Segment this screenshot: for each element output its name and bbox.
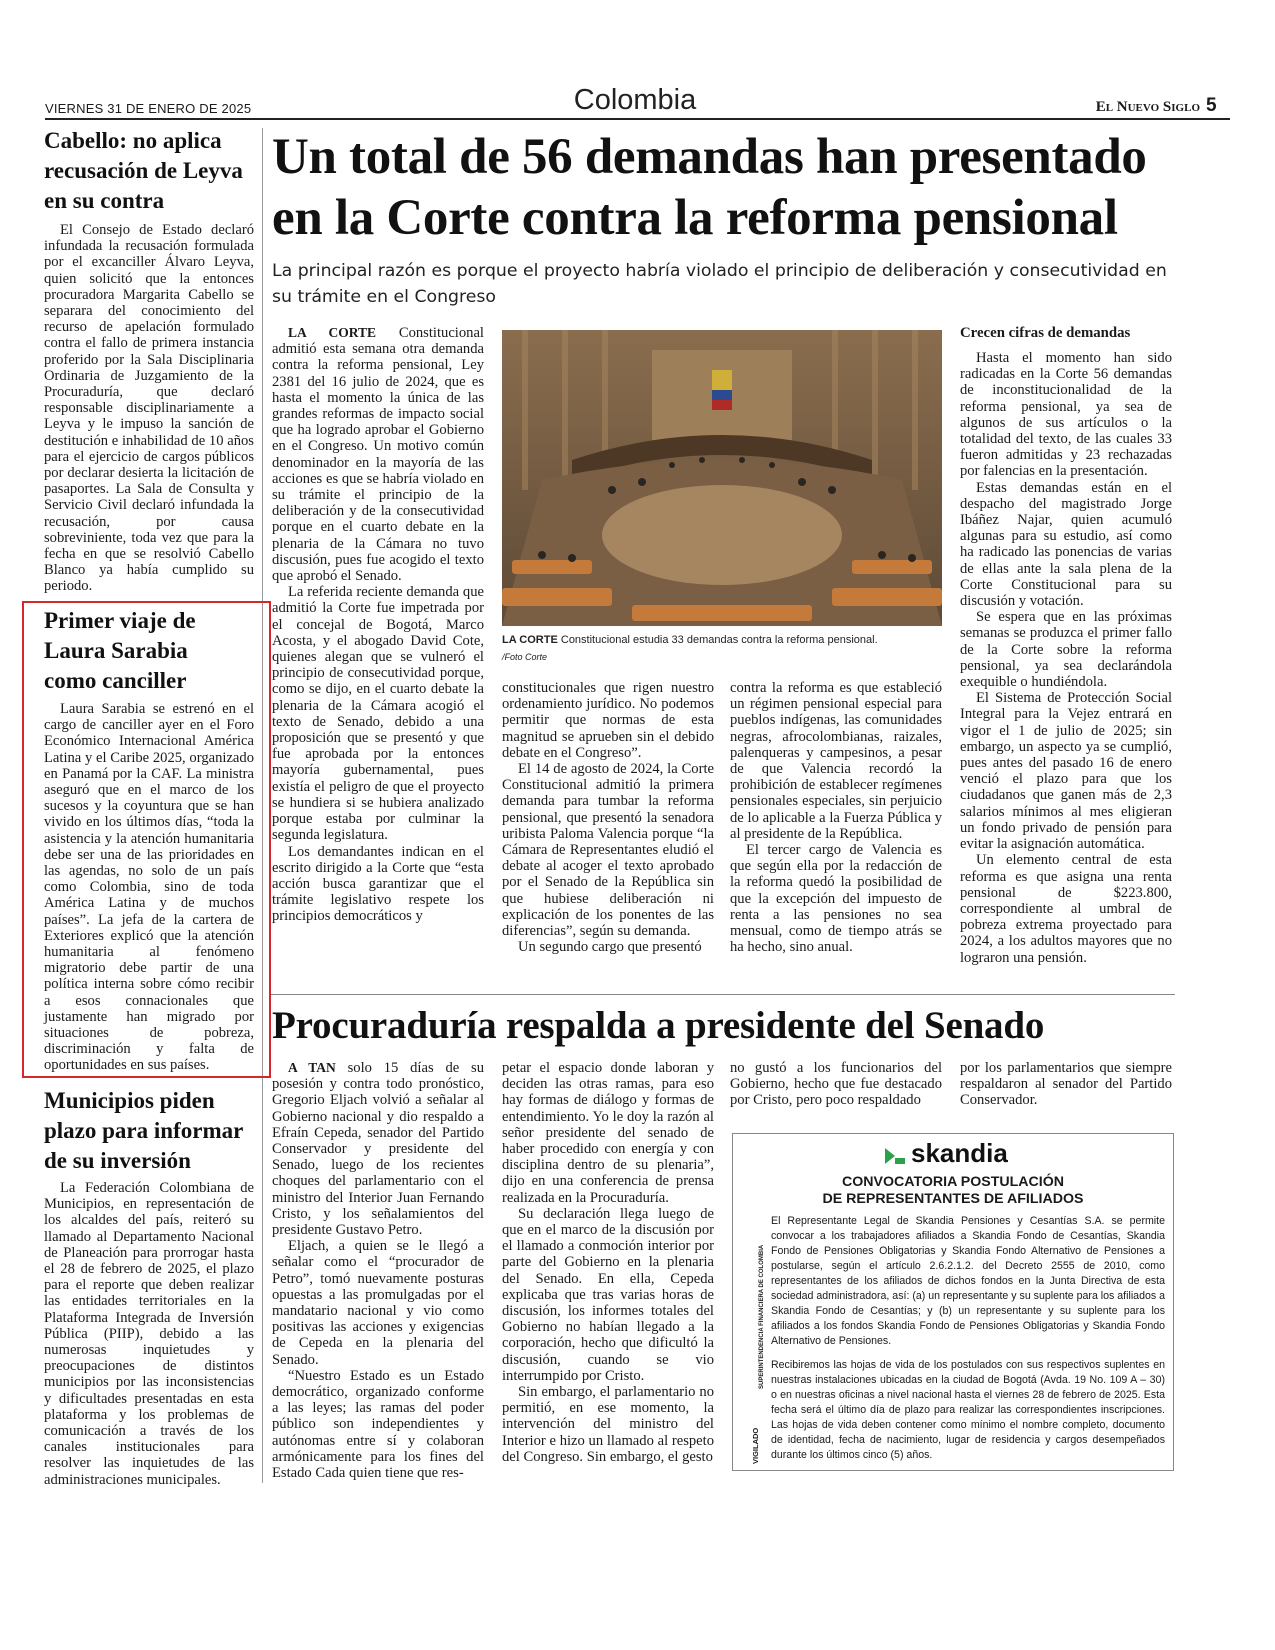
main-col4-p5: Un elemento central de esta reforma es que asigna una renta pensional de $223.800, correspondiente al umbral de pobreza extrema proyectado para 2024, a los adultos mayores que no lograron una pensión. [960, 852, 1172, 966]
sidebar-story2-title: Primer viaje de Laura Sarabia como canciller [44, 608, 196, 693]
photo-caption-text: Constitucional estudia 33 demandas contra la reforma pensional. [560, 634, 878, 646]
main-col2-p2: El 14 de agosto de 2024, la Corte Constitucional admitió la primera demanda para tumbar la reforma pensional, que presentó la senadora uribista Paloma Valencia porque “la Cámara de Representantes eludió el debate al acoger el texto aprobado por el Senado de la República sin que hubiese deliberación ni explicación de los ponentes de las diferencias”, según su demanda. [502, 761, 714, 940]
main-subheadline: La principal razón es porque el proyecto habría violado el principio de deliberación y consecutividad en su trámite en el Congreso [272, 261, 1167, 307]
header-rule [45, 118, 1230, 120]
second-col4-p1: por los parlamentarios que siempre respaldaron al senador del Partido Conservador. [960, 1060, 1172, 1109]
second-col3-p1: no gustó a los funcionarios del Gobierno, hecho que fue destacado por Cristo, pero poco respaldado [730, 1060, 942, 1109]
second-lead-word: A TAN [288, 1060, 336, 1075]
section-title: Colombia [573, 84, 697, 116]
col4-subheading: Crecen cifras de demandas [960, 325, 1131, 341]
main-col2-p3: Un segundo cargo que presentó [518, 939, 702, 956]
photo-credit: /Foto Corte [502, 652, 548, 662]
court-photo [502, 330, 942, 626]
second-headline: Procuraduría respalda a presidente del Senado [272, 1004, 1045, 1047]
second-col2-p3: Sin embargo, el parlamentario no permitió, en ese momento, la intervención del ministro del Interior e hizo un llamado al respeto del Congreso. Sin embargo, el gesto [502, 1384, 714, 1465]
ad-title-line2: DE REPRESENTANTES DE AFILIADOS [822, 1191, 1084, 1207]
photo-caption-lead: LA CORTE [502, 634, 558, 646]
header-date: VIERNES 31 DE ENERO DE 2025 [45, 101, 252, 116]
sidebar-story2-body [44, 701, 254, 1074]
second-col2-p1: petar el espacio donde laboran y deciden las otras ramas, para eso hay formas de diálogo y formas de entendimiento. Yo le doy la razón al señor presidente del senado de haber procedido con energía y con disciplina dentro de su plenaria”, dijo en una conferencia de prensa realizada en la Procuraduría. [502, 1060, 714, 1206]
second-col4 [960, 1060, 1172, 1109]
main-col1-p3: Los demandantes indican en el escrito dirigido a la Corte que “esta acción busca garantizar que el trámite legislativo respete los principios democráticos y [272, 843, 484, 925]
main-col4-p1: Hasta el momento han sido radicadas en la Corte 56 demandas de inconstitucionalidad de la reforma pensional, ya sea de algunos de sus artículos o la totalidad del texto, de las cuales 33 fueron admitidas y 23 rechazadas por falencias en la presentación. [960, 350, 1172, 480]
second-col2-p2: Su declaración llega luego de que en el marco de la discusión por el llamado a conmoción interior por parte del Gobierno en la plenaria del Senado. En ella, Cepeda explicaba que tras varias horas de discusión, los informes totales del Gobierno no habían llegado a la corporación, hecho que dificultó la discusión, cuando se vio interrumpido por Cristo. [502, 1205, 714, 1384]
main-col2 [502, 680, 714, 955]
main-col2-p1: constitucionales que rigen nuestro ordenamiento jurídico. No podemos permitir que normas de esta magnitud se aprueben sin el debido debate en el Congreso”. [502, 680, 714, 761]
main-col3 [730, 680, 942, 955]
skandia-logo-icon [883, 1144, 907, 1168]
second-col3 [730, 1060, 942, 1109]
main-col3-p2: El tercer cargo de Valencia es que según ella por la redacción de la reforma quedó la posibilidad de que la excepción del impuesto de renta a las pensiones no sea mensual, como de tiempo atrás se ha hecho, sino anual. [730, 842, 942, 956]
ad-vigilado: VIGILADO [751, 1427, 760, 1464]
photo-caption [502, 633, 942, 648]
ad-title [743, 1174, 1163, 1208]
main-col1-p1: Constitucional admitió esta semana otra demanda contra la reforma pensional, Ley 2381 del 16 julio de 2024, que es hasta el momento la única de las grandes reformas de impacto social que ha logrado aprobar el Gobierno en el Congreso. Un motivo común denominador en la mayoría de las acciones es que se habría violado en su trámite el principio de la deliberación y de la consecutividad porque en el cuarto debate en la plenaria de la Cámara no tuvo discusión, pues fue acogido el texto que aprobó el Senado. [272, 325, 484, 585]
main-col4-p4: El Sistema de Protección Social Integral para la Vejez entrará en vigor el 1 de julio de 2025; sin embargo, un aspecto ya se cumplió, pues antes del pasado 16 de enero venció el plazo para que los ciudadanos que ganen más de 2,3 salarios mínimos al mes eligieran un fondo privado de pensión para evitar la asignación automática. [960, 690, 1172, 853]
skandia-ad [732, 1133, 1174, 1471]
skandia-logo [883, 1138, 1033, 1172]
second-col1-p1: solo 15 días de su posesión y contra todo pronóstico, Gregorio Eljach volvió a señalar al Gobierno nacional y dio respaldo a Efraín Cepeda, senador del Partido Conservador y presidente del Senado, luego de los recientes choques del parlamentario con el ministro del Interior Juan Fernando Cristo, y los señalamientos del presidente Gustavo Petro. [272, 1060, 484, 1239]
main-col1 [272, 325, 484, 925]
main-lead-word: LA CORTE [288, 325, 377, 340]
ad-superintendencia: SUPERINTENDENCIA FINANCIERA DE COLOMBIA [759, 1244, 765, 1389]
skandia-logo-text: skandia [911, 1138, 1008, 1168]
ad-paragraph-1: El Representante Legal de Skandia Pensiones y Cesantías S.A. se permite convocar a los trabajadores afiliados a Skandia Fondo de Cesantías, Skandia Fondo de Pensiones Obligatorias y Skandia Fondo Alternativo de Pensiones a postularse, según el artículo 2.6.2.1.2. del Decreto 2555 de 2010, como representantes de los afiliados de dichos fondos en la Junta Directiva de esta sociedad administradora, así: (a) un representante y su suplente para los afiliados a Skandia Fondo de Cesantías; y (b) un representante y su suplente para los afiliados a los fondos Skandia Fondo de Pensiones Obligatorias y Skandia Fondo Alternativo de Pensiones. [771, 1215, 1165, 1347]
newspaper-brand: El Nuevo Siglo [1095, 99, 1200, 115]
main-col1-p2: La referida reciente demanda que admitió la Corte fue impetrada por el concejal de Bogotá, Marco Acosta, y el abogado David Cote, quienes alegan que se vulneró el principio de consecutividad porque, como se dijo, en el cuarto debate la plenaria de la Cámara acogió el texto de Senado, debido a una proposición que se presentó y que fue aprobada por la entonces mayoría gubernamental, pues existía el peligro de que el proyecto se hundiera si se hubiera analizado porque estaba por culminar la segunda legislatura. [272, 584, 484, 844]
sidebar-story2-text: Laura Sarabia se estrenó en el cargo de canciller ayer en el Foro Económico Internacional América Latina y el Caribe 2025, organizado en Panamá por la CAF. La ministra aseguró que en el marco de los sucesos y la coyuntura que se han vivido en los últimos días, “toda la asistencia y la atención humanitaria debe ser una de las prioridades en las agendas, no solo de un país como Colombia, sino de toda América Latina y de muchos países”. La jefa de la cartera de Exteriores explicó que la atención humanitaria al fenómeno migratorio debe partir de una política interna sobre cómo recibir a esos connacionales que justamente han migrado por situaciones de pobreza, discriminación y falta de oportunidades en sus países. [44, 701, 254, 1074]
ad-title-line1: CONVOCATORIA POSTULACIÓN [841, 1174, 1064, 1190]
sidebar-story1-text: El Consejo de Estado declaró infundada la recusación formulada por el excanciller Álvaro Leyva, quien solicitó que la entonces procuradora Margarita Cabello se separara del conocimiento del recurso de apelación formulado contra el fallo de primera instancia proferido por la Sala Disciplinaria Ordinaria de Juzgamiento de la Procuraduría, que declaró responsable disciplinariamente a Leyva y le impuso la sanción de destitución e inhabilidad de 10 años para el ejercicio de cargos públicos por declarar desierta la licitación de pasaportes. La Sala de Consulta y Servicio Civil declaró infundada la recusación, por causa sobreviniente, toda vez que para la fecha en que se resolvió Cabello Blanco ya había cumplido su periodo. [44, 222, 254, 595]
story-divider [270, 994, 1175, 995]
second-col1 [272, 1060, 484, 1481]
main-col4 [960, 350, 1172, 966]
sidebar-story3-body [44, 1180, 254, 1488]
sidebar-story1-body [44, 222, 254, 595]
ad-paragraph-2: Recibiremos las hojas de vida de los postulados con sus respectivos suplentes en nuestras instalaciones ubicadas en la ciudad de Bogotá (Avda. 19 No. 109 A – 30) o en nuestras oficinas a nivel nacional hasta el viernes 28 de febrero de 2025. Esta fecha será el último día de plazo para realizar las correspondientes inscripciones. Las hojas de vida deben contener como mínimo el nombre completo, documento de identidad, fecha de nacimiento, lugar de residencia y cargos desempeñados durante los últimos cinco (5) años. [771, 1359, 1165, 1461]
sidebar-story1-title: Cabello: no aplica recusación de Leyva en su contra [44, 128, 243, 213]
courtroom-image [502, 330, 942, 626]
ad-vigilado-text [751, 1428, 760, 1464]
main-headline: Un total de 56 demandas han presentado en la Corte contra la reforma pensional [272, 129, 1147, 246]
sidebar-story3-title: Municipios piden plazo para informar de su inversión [44, 1088, 243, 1173]
ad-body [771, 1214, 1165, 1472]
ad-vigilado-mark [751, 1244, 765, 1650]
second-col2 [502, 1060, 714, 1465]
second-col1-p3: “Nuestro Estado es un Estado democrático, organizado conforme a las leyes; las ramas del poder público son independientes y autónomas entre sí y colaboran armónicamente para los fines del Estado Cada quien tiene que res- [272, 1367, 484, 1482]
main-col4-p2: Estas demandas están en el despacho del magistrado Jorge Ibáñez Najar, quien acumuló algunas para su estudio, así como ha radicado las ponencias de varias de ellas ante la sala plena de la Corte Constitucional para su discusión y votación. [960, 479, 1172, 610]
page-number: 5 [1206, 95, 1217, 116]
sidebar-story3-text: La Federación Colombiana de Municipios, en representación de los alcaldes del país, reiteró su llamado al Departamento Nacional de Planeación para prorrogar hasta el 28 de febrero de 2025, el plazo para el reporte que deben realizar las entidades territoriales en la Plataforma Integrada de Inversión Pública (PIIP), debido a las numerosas inquietudes y preocupaciones de distintos municipios por las inconsistencias y dificultades presentadas en esta plataforma y los problemas de comunicación a través de los canales institucionales para resolver las inquietudes de las administraciones municipales. [44, 1180, 254, 1488]
ad-superintendencia-text [759, 1245, 765, 1389]
second-col1-p2: Eljach, a quien se le llegó a señalar como el “procurador de Petro”, tomó nuevamente posturas opuestas a las promulgadas por el mandatario nacional y vio como positivas las acciones y exigencias de Cepeda en la plenaria del Senado. [272, 1238, 484, 1368]
main-col3-p1: contra la reforma es que estableció un régimen pensional especial para pueblos indígenas, las comunidades negras, afrocolombianas, raizales, palenqueras y campesinos, a pesar de que Valencia recordó la prohibición de establecer regímenes pensionales especiales, sin perjuicio de lo aplicable a la Fuerza Pública y al presidente de la República. [730, 680, 942, 842]
main-col4-p3: Se espera que en las próximas semanas se produzca el primer fallo de la Corte sobre la reforma pensional, ya sea declarándola exequible o hundiéndola. [960, 609, 1172, 691]
